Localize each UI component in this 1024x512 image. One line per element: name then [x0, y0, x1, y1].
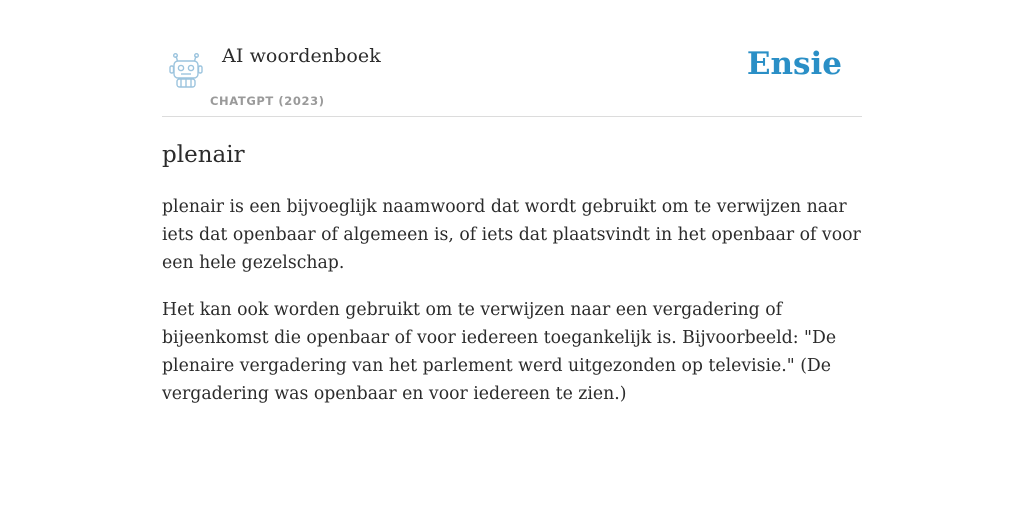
entry-word: plenair [162, 142, 245, 168]
source-label: CHATGPT (2023) [210, 94, 325, 108]
definition-paragraph-2: Het kan ook worden gebruikt om te verwijzen naar een vergadering of bijeenkomst die openbaar of voor iedereen toegankelijk is. Bijvoorbeeld: "De plenaire vergadering van het parlement werd uitgezonden op televisie." (De vergadering was openbaar en voor iedereen te zien.) [162, 300, 837, 404]
definition-paragraph-1: plenair is een bijvoeglijk naamwoord dat wordt gebruikt om te verwijzen naar iets dat openbaar of algemeen is, of iets dat plaatsvindt in het openbaar of voor een hele gezelschap. [162, 197, 861, 273]
app-title: AI woordenboek [222, 45, 381, 67]
page-container [162, 0, 862, 408]
robot-icon [166, 52, 206, 90]
header [162, 0, 862, 117]
ensie-logo-link[interactable]: Ensie [746, 46, 842, 82]
